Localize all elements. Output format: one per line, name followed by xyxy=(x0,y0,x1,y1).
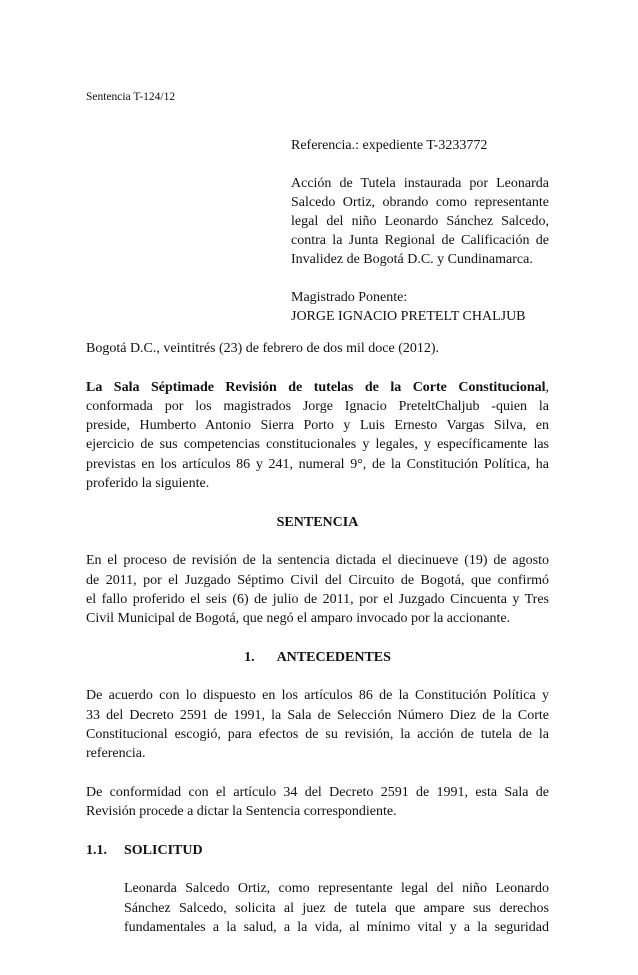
solicitud-paragraph xyxy=(124,879,549,937)
expediente-reference: Referencia.: expediente T-3233772 xyxy=(291,138,488,153)
antecedentes-heading xyxy=(86,648,549,667)
sala-bold-text: La Sala Séptimade Revisión de tutelas de la Corte Constitucional xyxy=(86,379,546,395)
acuerdo-line: Constitucional escogió, para efectos de su revisión, la acción de tutela de la xyxy=(86,726,549,742)
accion-line: contra la Junta Regional de Calificación de xyxy=(291,233,549,248)
accion-line: Salcedo Ortiz, obrando como representante xyxy=(291,195,549,210)
solicitud-line: Leonarda Salcedo Ortiz, como representante legal del niño Leonardo xyxy=(124,881,549,897)
antecedentes-number: 1. xyxy=(244,649,255,665)
solicitud-line: fundamentales a la salud, a la vida, al mínimo vital y a la seguridad xyxy=(124,919,549,935)
sala-line: conformada por los magistrados Jorge Ignacio PreteltChaljub -quien la xyxy=(86,398,549,414)
accion-line: Acción de Tutela instaurada por Leonarda xyxy=(291,176,549,191)
ponente-name: JORGE IGNACIO PRETELT CHALJUB xyxy=(291,309,526,324)
document-body xyxy=(86,339,549,957)
accion-line: Invalidez de Bogotá D.C. y Cundinamarca. xyxy=(291,252,533,267)
proceso-line: En el proceso de revisión de la sentencia dictada el diecinueve (19) de agosto xyxy=(86,553,549,569)
conformidad-line: De conformidad con el artículo 34 del Decreto 2591 de 1991, esta Sala de xyxy=(86,784,549,800)
sala-first-line-rest: , xyxy=(545,379,549,395)
solicitud-line: Sánchez Salcedo, solicita al juez de tutela que ampare sus derechos xyxy=(124,900,549,916)
sala-first-line xyxy=(86,378,549,397)
sala-line: proferido la siguiente. xyxy=(86,476,210,492)
accion-line: legal del niño Leonardo Sánchez Salcedo, xyxy=(291,214,549,229)
conformidad-paragraph xyxy=(86,783,549,822)
sentencia-heading: SENTENCIA xyxy=(276,514,359,530)
reference-block xyxy=(291,136,549,326)
date-line: Bogotá D.C., veintitrés (23) de febrero de dos mil doce (2012). xyxy=(86,341,440,356)
solicitud-number: 1.1. xyxy=(86,842,107,858)
sala-line: previstas en los artículos 86 y 241, numeral 9°, de la Constitución Política, ha xyxy=(86,456,549,472)
sala-line: preside, Humberto Antonio Sierra Porto y Luis Ernesto Vargas Silva, en xyxy=(86,418,549,434)
proceso-line: Civil Municipal de Bogotá, que negó el amparo invocado por la accionante. xyxy=(86,611,511,627)
antecedentes-title: ANTECEDENTES xyxy=(276,649,391,665)
accion-description xyxy=(291,174,549,269)
acuerdo-line: De acuerdo con lo dispuesto en los artículos 86 de la Constitución Política y xyxy=(86,688,549,704)
sala-line: ejercicio de sus competencias constitucionales y legales, y específicamente las xyxy=(86,437,549,453)
proceso-line: de 2011, por el Juzgado Séptimo Civil del Circuito de Bogotá, que confirmó xyxy=(86,572,549,588)
acuerdo-line: 33 del Decreto 2591 de 1991, la Sala de Selección Número Diez de la Corte xyxy=(86,707,549,723)
proceso-paragraph xyxy=(86,551,549,628)
proceso-line: el fallo proferido el seis (6) de julio de 2011, por el Juzgado Cincuenta y Tres xyxy=(86,591,549,607)
acuerdo-paragraph xyxy=(86,686,549,763)
solicitud-title: SOLICITUD xyxy=(124,842,203,858)
acuerdo-line: referencia. xyxy=(86,746,146,762)
sala-paragraph xyxy=(86,378,549,494)
ponente-label: Magistrado Ponente: xyxy=(291,290,408,305)
ponente-block xyxy=(291,288,549,326)
conformidad-line: Revisión procede a dictar la Sentencia correspondiente. xyxy=(86,804,397,820)
sentence-reference-header: Sentencia T-124/12 xyxy=(86,91,176,103)
solicitud-heading xyxy=(86,841,549,860)
